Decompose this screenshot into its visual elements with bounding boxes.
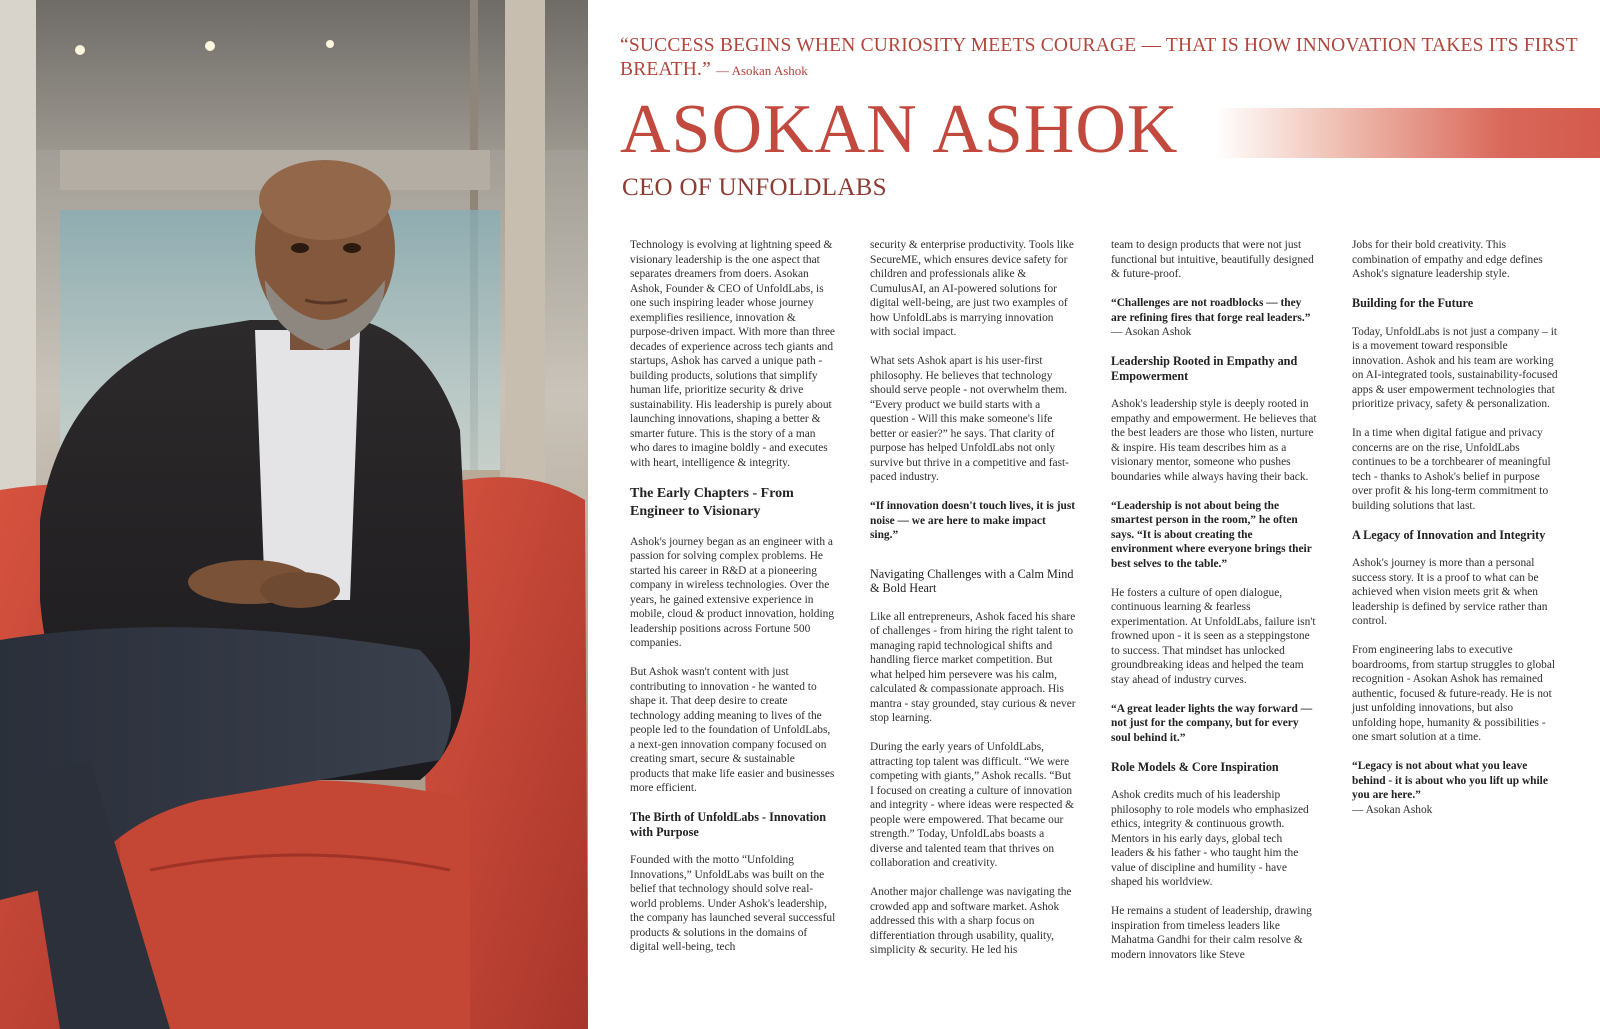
paragraph: Ashok's leadership style is deeply rooted in empathy and empowerment. He believes that the best leaders are those who listen, nurture & inspire. His team describes him as a visionary mentor, someone who pushes boundaries while always having their back.: [1111, 398, 1317, 483]
pull-quote: [620, 34, 1580, 83]
paragraph: What sets Ashok apart is his user-first philosophy. He believes that technology should serve people - not overwhelm them. “Every product we build starts with a question - Will this make someone's life better or easier?” he says. That clarity of purpose has helped UnfoldLabs not only survive but thrive in a competitive and fast-paced industry.: [870, 355, 1069, 483]
paragraph: Jobs for their bold creativity. This combination of empathy and edge defines Ashok's signature leadership style.: [1352, 239, 1543, 280]
paragraph: He fosters a culture of open dialogue, continuous learning & fearless experimentation. At UnfoldLabs, failure isn't frowned upon - it is seen as a steppingstone to success. That mindset has unlocked groundbreaking ideas and helped the team stay ahead of industry curves.: [1111, 586, 1316, 686]
paragraph: In a time when digital fatigue and privacy concerns are on the rise, UnfoldLabs continues to be a torchbearer of meaningful tech - thanks to Ashok's belief in purpose over profit & his long-term commitment to building solutions that last.: [1352, 427, 1551, 512]
paragraph: Ashok credits much of his leadership philosophy to role models who emphasized ethics, integrity & continuous growth. Mentors in his early days, global tech leaders & his father - who taught him the value of discipline and humility - have shaped his worldview.: [1111, 789, 1309, 888]
paragraph: During the early years of UnfoldLabs, attracting top talent was difficult. “We were competing with giants,” Ashok recalls. “But I focused on creating a culture of innovation and integrity - where ideas were respected & people were empowered. That became our strength.” Today, UnfoldLabs boasts a diverse and talented team that thrives on collaboration and creativity.: [870, 741, 1074, 869]
inline-quote: “Legacy is not about what you leave behind - it is about who you lift up while you are here.”: [1352, 760, 1548, 801]
portrait-illustration: [0, 0, 588, 1029]
headline-role: CEO OF UNFOLDLABS: [622, 174, 887, 201]
article-column-4: [1352, 238, 1558, 832]
inline-quote: “If innovation doesn't touch lives, it is just noise — we are here to make impact sing.”: [870, 500, 1076, 541]
section-heading: The Early Chapters - From Engineer to Visionary: [630, 485, 794, 519]
paragraph: Founded with the motto “Unfolding Innovations,” UnfoldLabs was built on the belief that technology should solve real-world problems. Under Ashok's leadership, the company has launched several successful products & solutions in the domains of digital well-being, tech: [630, 854, 836, 953]
section-heading: Leadership Rooted in Empathy and Empowerment: [1111, 354, 1298, 383]
section-heading: A Legacy of Innovation and Integrity: [1352, 527, 1546, 542]
paragraph: Technology is evolving at lightning speed & visionary leadership is the one aspect that separates dreamers from doers. Asokan Ashok, Founder & CEO of UnfoldLabs, is one such inspiring leader whose journey exemplifies resilience, innovation & purpose-driven impact. With more than three decades of experience across tech giants and startups, Ashok has carved a unique path - building products, solutions that simplify human life, prioritize security & drive sustainability. His leadership is purely about launching innovations, shaping a better & smarter future. This is the story of a man who dares to imagine boldly - and executes with heart, intelligence & integrity.: [630, 239, 835, 469]
article-column-3: [1111, 238, 1317, 977]
paragraph: team to design products that were not just functional but intuitive, beautifully designed & future-proof.: [1111, 239, 1314, 280]
inline-quote: “A great leader lights the way forward — not just for the company, but for every soul behind it.”: [1111, 702, 1313, 744]
article-column-1: [630, 238, 836, 969]
inline-quote-attribution: — Asokan Ashok: [1111, 326, 1192, 338]
paragraph: Ashok's journey began as an engineer with a passion for solving complex problems. He started his career in R&D at a pioneering company in wireless technologies. Over the years, he gained extensive experience in mobile, cloud & product innovation, holding leadership positions across Fortune 500 companies.: [630, 535, 835, 649]
inline-quote-attribution: — Asokan Ashok: [1352, 803, 1433, 816]
title-accent-bar: [1215, 108, 1600, 158]
section-heading: Role Models & Core Inspiration: [1111, 759, 1279, 774]
paragraph: He remains a student of leadership, drawing inspiration from timeless leaders like Mahatma Gandhi for their calm resolve & modern innovators like Steve: [1111, 905, 1312, 961]
paragraph: From engineering labs to executive boardrooms, from startup struggles to global recognition - Asokan Ashok has remained authentic, focused & future-ready. He is not just unfolding innovations, but also unfolding hope, humanity & possibilities - one smart solution at a time.: [1352, 644, 1556, 743]
paragraph: But Ashok wasn't content with just contributing to innovation - he wanted to shape it. That deep desire to create technology adding meaning to lives of the people led to the foundation of UnfoldLabs, a next-gen innovation company focused on creating smart, secure & sustainable products that make life easier and businesses more efficient.: [630, 666, 835, 794]
section-heading: Building for the Future: [1352, 296, 1474, 310]
portrait-photo: [0, 0, 588, 1029]
pull-quote-text: “SUCCESS BEGINS WHEN CURIOSITY MEETS COURAGE — THAT IS HOW INNOVATION TAKES ITS FIRST BREATH.”: [620, 35, 1578, 80]
paragraph: Like all entrepreneurs, Ashok faced his share of challenges - from hiring the right talent to managing rapid technological shifts and handling fierce market competition. But what helped him persevere was his calm, calculated & compassionate approach. His mantra - stay grounded, stay curious & never stop learning.: [870, 610, 1076, 724]
pull-quote-attribution: — Asokan Ashok: [716, 63, 808, 78]
paragraph: Ashok's journey is more than a personal success story. It is a proof to what can be achieved when vision meets grit & when leadership is defined by service rather than control.: [1352, 557, 1548, 627]
paragraph: security & enterprise productivity. Tools like SecureME, which ensures device safety for children and professionals alike & CumulusAI, an AI-powered solutions for digital well-being, are just two examples of how UnfoldLabs is marrying innovation with social impact.: [870, 239, 1074, 338]
section-heading: Navigating Challenges with a Calm Mind & Bold Heart: [870, 566, 1074, 595]
inline-quote: “Leadership is not about being the smartest person in the room,” he often says. “It is about creating the environment where everyone brings their best selves to the table.”: [1111, 499, 1312, 570]
headline-name: ASOKAN ASHOK: [620, 91, 1179, 168]
section-heading: The Birth of UnfoldLabs - Innovation with Purpose: [630, 810, 827, 839]
inline-quote: “Challenges are not roadblocks — they are refining fires that forge real leaders.”: [1111, 297, 1311, 324]
article-column-2: [870, 238, 1076, 972]
paragraph: Another major challenge was navigating the crowded app and software market. Ashok addressed this with a sharp focus on differentiation through usability, quality, simplicity & security. He led his: [870, 886, 1072, 956]
paragraph: Today, UnfoldLabs is not just a company – it is a movement toward responsible innovation. Ashok and his team are working on AI-integrated tools, sustainability-focused apps & user empowerment technologies that prioritize privacy, safety & personalization.: [1352, 325, 1558, 410]
